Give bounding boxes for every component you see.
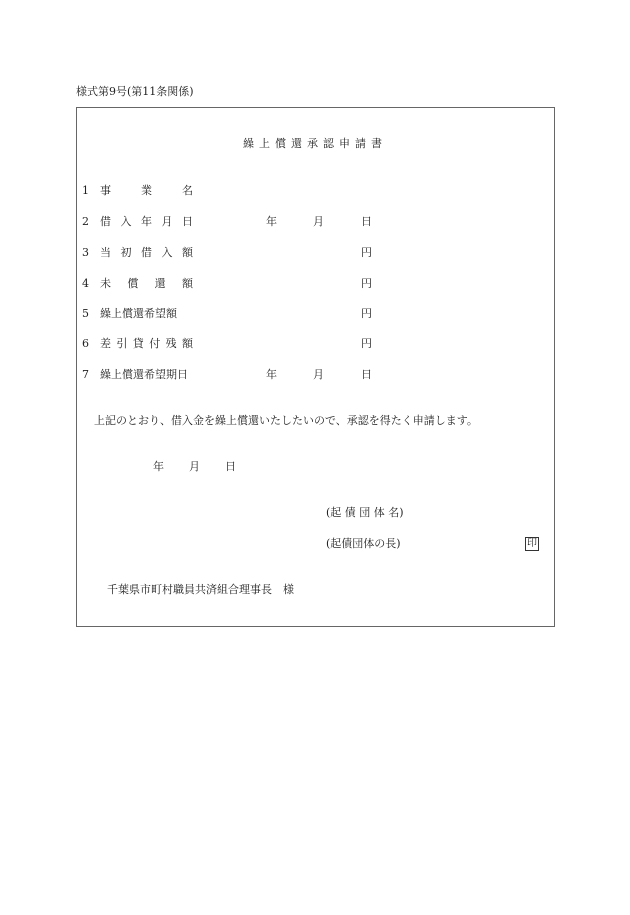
item-unit: 円 (361, 246, 372, 259)
item-year: 年 (266, 368, 277, 381)
date-year: 年 (153, 460, 164, 473)
item-number: 7 (82, 368, 89, 381)
date-day: 日 (225, 460, 236, 473)
addressee: 千葉県市町村職員共済組合理事長 様 (107, 583, 294, 596)
item-unit: 円 (361, 277, 372, 290)
item-label: 当初借入額 (100, 246, 193, 259)
item-label: 差引貸付残額 (100, 337, 193, 350)
applicant-org: (起 債 団 体 名) (326, 506, 404, 519)
item-year: 年 (266, 215, 277, 228)
item-label: 事業名 (100, 184, 193, 197)
item-label: 借入年月日 (100, 215, 193, 228)
item-number: 6 (82, 337, 89, 350)
item-number: 5 (82, 307, 89, 320)
item-number: 3 (82, 246, 89, 259)
item-unit: 円 (361, 307, 372, 320)
item-number: 2 (82, 215, 89, 228)
item-day: 日 (361, 215, 372, 228)
item-label: 繰上償還希望期日 (100, 368, 188, 381)
seal-mark: 印 (527, 538, 537, 549)
item-day: 日 (361, 368, 372, 381)
form-number: 様式第9号(第11条関係) (76, 85, 194, 98)
item-month: 月 (313, 368, 324, 381)
item-unit: 円 (361, 337, 372, 350)
item-number: 4 (82, 277, 89, 290)
form-title: 繰上償還承認申請書 (243, 137, 387, 150)
item-number: 1 (82, 184, 89, 197)
item-label: 繰上償還希望額 (100, 307, 177, 320)
statement: 上記のとおり、借入金を繰上償還いたしたいので、承認を得たく申請します。 (94, 414, 478, 427)
item-month: 月 (313, 215, 324, 228)
item-label: 未償還額 (100, 277, 193, 290)
applicant-head: (起債団体の長) (326, 537, 401, 550)
date-month: 月 (189, 460, 200, 473)
